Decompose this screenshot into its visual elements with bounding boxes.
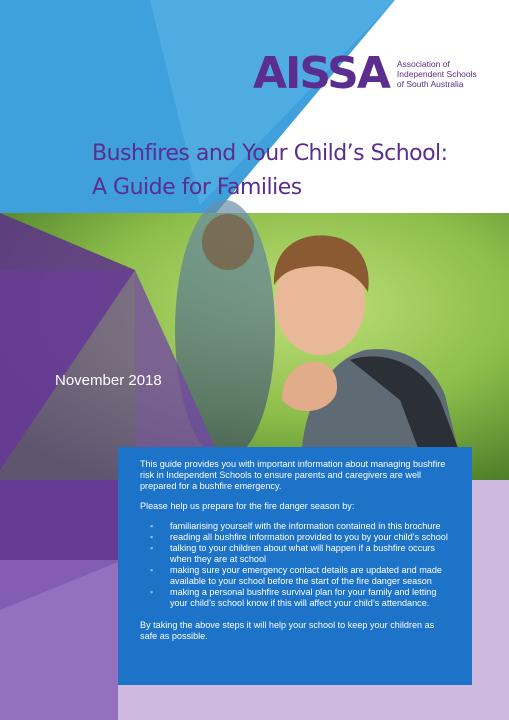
list-item: ▪ talking to your children about what will happen if a bushfire occurs when they are at school xyxy=(140,543,450,565)
intro-paragraph: This guide provides you with important information about managing bushfire risk in Independent Schools to ensure parents and caregivers are well prepared for a bushfire emergency. xyxy=(140,459,446,491)
action-list xyxy=(140,521,450,609)
logo-name-line: Association of xyxy=(396,59,450,69)
aissa-logo-name xyxy=(397,59,507,89)
list-item: ▪ familiarising yourself with the information contained in this brochure xyxy=(140,521,450,532)
purple-lower-block xyxy=(0,560,118,720)
title-line: A Guide for Families xyxy=(92,175,302,200)
list-item: ▪ making a personal bushfire survival plan for your family and letting your child’s school know if this will affect your child’s attendance. xyxy=(140,587,450,609)
list-item: ▪ reading all bushfire information provided to you by your child’s school xyxy=(140,532,450,543)
aissa-logo xyxy=(253,48,507,99)
help-heading: Please help us prepare for the fire danger season by: xyxy=(140,501,355,511)
logo-name-line: of South Australia xyxy=(396,79,464,89)
logo-name-line: Independent Schools xyxy=(396,69,477,79)
brochure-title xyxy=(92,137,448,205)
photo-blurred-child-head xyxy=(202,214,254,270)
publication-date: November 2018 xyxy=(55,372,162,389)
info-panel xyxy=(118,447,472,685)
closing-paragraph: By taking the above steps it will help your school to keep your children as safe as possible. xyxy=(140,620,435,641)
title-line: Bushfires and Your Child’s School: xyxy=(92,141,448,166)
aissa-logo-mark: AISSA xyxy=(253,48,389,99)
list-item: ▪ making sure your emergency contact details are updated and made available to your school before the start of the fire danger season xyxy=(140,565,450,587)
